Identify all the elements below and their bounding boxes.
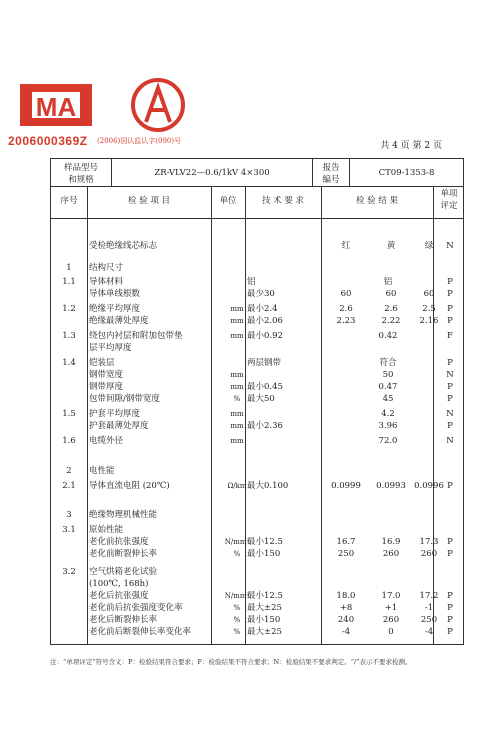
cell-sn: 1.2 bbox=[62, 304, 76, 314]
cell-spec: 两层钢带 bbox=[247, 358, 282, 368]
cell-unit: % bbox=[233, 604, 241, 612]
cell-ev: P bbox=[447, 358, 453, 368]
cell-item: 导体单线根数 bbox=[89, 289, 141, 299]
cell-v3: -4 bbox=[424, 627, 434, 637]
cell-v2: 17.0 bbox=[381, 591, 401, 601]
cell-item: 老化前抗张强度 bbox=[89, 537, 149, 547]
cell-spec: 最大0.100 bbox=[247, 481, 289, 491]
cell-spec: 最小12.5 bbox=[247, 537, 283, 547]
cell-sn: 2.1 bbox=[62, 481, 76, 491]
cell-sn: 1.5 bbox=[62, 409, 76, 419]
cell-unit: mm bbox=[230, 371, 244, 379]
cell-unit: N/mm² bbox=[224, 592, 250, 600]
cell-v1: -4 bbox=[341, 627, 351, 637]
cell-v3: 60 bbox=[423, 289, 435, 299]
cell-sn: 1.4 bbox=[62, 358, 76, 368]
cell-spec: 最大50 bbox=[247, 394, 275, 404]
cell-item: 电缆外径 bbox=[89, 436, 124, 446]
cell-vm: 45 bbox=[382, 394, 394, 404]
col-item: 检 验 项 目 bbox=[127, 196, 171, 206]
page-indicator: 共 4 页 第 2 页 bbox=[380, 141, 442, 151]
table-row bbox=[51, 303, 463, 315]
cell-v1: 60 bbox=[340, 289, 352, 299]
cell-unit: % bbox=[233, 550, 241, 558]
cell-unit: mm bbox=[230, 437, 244, 445]
cell-item: 老化前后断裂伸长率变化率 bbox=[89, 627, 192, 637]
cell-spec: 最小12.5 bbox=[247, 591, 283, 601]
cell-v3: 0.0996 bbox=[414, 481, 444, 491]
table-row bbox=[51, 393, 463, 405]
table-row bbox=[51, 240, 463, 252]
col-eval: 单项 评定 bbox=[440, 189, 458, 211]
cell-vm: 铝 bbox=[383, 277, 393, 287]
cell-vm: 72.0 bbox=[378, 436, 398, 446]
table-row bbox=[51, 614, 463, 626]
cell-vm: 0.47 bbox=[378, 382, 398, 392]
cell-spec: 最小2.06 bbox=[247, 316, 283, 326]
table-row bbox=[51, 465, 463, 477]
cell-item: 老化后断裂伸长率 bbox=[89, 615, 158, 625]
cell-v2: 0 bbox=[388, 627, 394, 637]
cell-spec: 最少30 bbox=[247, 289, 275, 299]
cell-v1: 2.23 bbox=[336, 316, 356, 326]
cell-v2: 260 bbox=[382, 615, 400, 625]
cell-item: 绝缘平均厚度 bbox=[89, 304, 141, 314]
cell-vm: 符合 bbox=[379, 358, 397, 368]
report-label: 报告 编号 bbox=[313, 159, 350, 187]
cell-ev: P bbox=[447, 394, 453, 404]
cell-sn: 1.1 bbox=[62, 277, 76, 287]
cell-v3: 250 bbox=[420, 615, 438, 625]
cell-item: 护套平均厚度 bbox=[89, 409, 141, 419]
cell-ev: P bbox=[447, 549, 453, 559]
cell-item: 铠装层 bbox=[89, 358, 115, 368]
table-row bbox=[51, 408, 463, 420]
col-unit: 单位 bbox=[219, 196, 237, 206]
cell-item: 受检绝缘线芯标志 bbox=[89, 241, 158, 251]
cell-v2: 260 bbox=[382, 549, 400, 559]
cell-v2: 2.6 bbox=[384, 304, 398, 314]
table-row bbox=[51, 262, 463, 274]
table-row bbox=[51, 524, 463, 536]
col-result: 检 验 结 果 bbox=[355, 196, 399, 206]
cell-item: (100℃, 168h) bbox=[89, 579, 149, 589]
cell-vm: 0.42 bbox=[378, 331, 398, 341]
model-label: 样品型号 和规格 bbox=[51, 159, 112, 187]
cell-item: 绝缘物理机械性能 bbox=[89, 510, 158, 520]
table-row bbox=[51, 435, 463, 447]
table-row bbox=[51, 330, 463, 342]
cell-unit: mm bbox=[230, 422, 244, 430]
cell-v1: 250 bbox=[337, 549, 355, 559]
report-number: CT09-1353-8 bbox=[350, 159, 464, 187]
cert-number: 2006000369Z bbox=[8, 134, 88, 148]
cell-ev: F bbox=[447, 331, 453, 341]
table-row bbox=[51, 357, 463, 369]
cell-unit: Ω/km bbox=[227, 482, 247, 490]
cell-ev: P bbox=[447, 289, 453, 299]
cell-v1: 240 bbox=[337, 615, 355, 625]
cell-item: 层平均厚度 bbox=[89, 343, 132, 353]
cell-v2: 16.9 bbox=[381, 537, 401, 547]
cell-ev: P bbox=[447, 316, 453, 326]
cell-spec: 最小150 bbox=[247, 615, 281, 625]
cell-unit: mm bbox=[230, 383, 244, 391]
cell-item: 钢带宽度 bbox=[89, 370, 124, 380]
cell-ev: P bbox=[447, 277, 453, 287]
cell-item: 老化后抗张强度 bbox=[89, 591, 149, 601]
table-row bbox=[51, 381, 463, 393]
cell-item: 原始性能 bbox=[89, 525, 124, 535]
table-row bbox=[51, 578, 463, 590]
table-row bbox=[51, 566, 463, 578]
cell-spec: 最小150 bbox=[247, 549, 281, 559]
cell-ev: P bbox=[447, 304, 453, 314]
footnote: 注：“单项评定”符号含义：P：检验结果符合要求；F：检验结果不符合要求；N：检验结果不要求判定。“/”表示不要求检测。 bbox=[50, 658, 412, 666]
cell-unit: % bbox=[233, 616, 241, 624]
cell-item: 老化前后抗张强度变化率 bbox=[89, 603, 183, 613]
cell-v3: 17.2 bbox=[419, 591, 439, 601]
cell-unit: % bbox=[233, 395, 241, 403]
cell-v3: 260 bbox=[420, 549, 438, 559]
cell-spec: 最小0.45 bbox=[247, 382, 283, 392]
cell-item: 导体材料 bbox=[89, 277, 124, 287]
table-row bbox=[51, 315, 463, 327]
table-row bbox=[51, 480, 463, 492]
cell-spec: 最大±25 bbox=[247, 627, 282, 637]
cal-logo bbox=[133, 80, 183, 130]
cell-ev: P bbox=[447, 627, 453, 637]
cell-spec: 最小0.92 bbox=[247, 331, 283, 341]
cell-ev: P bbox=[447, 382, 453, 392]
cell-unit: N/mm² bbox=[224, 538, 250, 546]
cell-sn: 1 bbox=[66, 263, 72, 273]
cell-v1: 18.0 bbox=[336, 591, 356, 601]
table-row bbox=[51, 590, 463, 602]
cell-ev: P bbox=[447, 603, 453, 613]
cell-vm: 50 bbox=[382, 370, 394, 380]
sample-header-table bbox=[50, 158, 464, 187]
cell-v2: 0.0993 bbox=[376, 481, 406, 491]
cell-ev: P bbox=[447, 615, 453, 625]
table-row bbox=[51, 548, 463, 560]
cell-v1: 16.7 bbox=[336, 537, 356, 547]
cell-sn: 3.2 bbox=[62, 567, 76, 577]
table-row bbox=[51, 369, 463, 381]
table-row bbox=[51, 276, 463, 288]
col-seq: 序号 bbox=[60, 196, 78, 206]
cell-item: 导体直流电阻 (20℃) bbox=[89, 481, 170, 491]
cell-v1: 红 bbox=[341, 241, 351, 251]
cell-sn: 3 bbox=[66, 510, 72, 520]
cell-item: 钢带厚度 bbox=[89, 382, 124, 392]
cell-spec: 铝 bbox=[247, 277, 256, 287]
table-row bbox=[51, 509, 463, 521]
cell-ev: P bbox=[447, 481, 453, 491]
cell-item: 包带间隙/钢带宽度 bbox=[89, 394, 160, 404]
table-row bbox=[51, 536, 463, 548]
cell-ev: N bbox=[446, 409, 454, 419]
cell-v1: 0.0999 bbox=[331, 481, 361, 491]
cell-v2: 黄 bbox=[386, 241, 396, 251]
cell-item: 绝缘最薄处厚度 bbox=[89, 316, 149, 326]
cell-unit: mm bbox=[230, 305, 244, 313]
cell-spec: 最大±25 bbox=[247, 603, 282, 613]
cell-spec: 最小2.36 bbox=[247, 421, 283, 431]
cell-sn: 3.1 bbox=[62, 525, 76, 535]
cell-ev: P bbox=[447, 591, 453, 601]
cell-item: 绕包内衬层和附加包带垫 bbox=[89, 331, 183, 341]
cell-ev: N bbox=[446, 436, 454, 446]
cell-spec: 最小2.4 bbox=[247, 304, 278, 314]
cell-v3: 17.3 bbox=[419, 537, 439, 547]
cell-sn: 2 bbox=[66, 466, 72, 476]
table-row bbox=[51, 288, 463, 300]
cma-cal-stamps bbox=[10, 78, 200, 134]
cell-sn: 1.6 bbox=[62, 436, 76, 446]
model-value: ZR-VLV22—0.6/1kV 4×300 bbox=[112, 159, 313, 187]
table-row bbox=[51, 626, 463, 638]
cell-vm: 3.96 bbox=[378, 421, 398, 431]
cell-item: 护套最薄处厚度 bbox=[89, 421, 149, 431]
cell-unit: mm bbox=[230, 410, 244, 418]
col-spec: 技 术 要 求 bbox=[261, 196, 305, 206]
cell-item: 电性能 bbox=[89, 466, 115, 476]
cell-ev: P bbox=[447, 421, 453, 431]
cell-item: 空气烘箱老化试验 bbox=[89, 567, 158, 577]
cell-ev: P bbox=[447, 537, 453, 547]
cert-note: (2006)国认监认字(090)号 bbox=[97, 137, 182, 145]
svg-text:MA: MA bbox=[35, 92, 77, 122]
cell-vm: 4.2 bbox=[381, 409, 395, 419]
table-row bbox=[51, 602, 463, 614]
cell-v1: +8 bbox=[339, 603, 353, 613]
cell-unit: % bbox=[233, 628, 241, 636]
cell-v3: 2.16 bbox=[419, 316, 439, 326]
cell-unit: mm bbox=[230, 332, 244, 340]
cell-sn: 1.3 bbox=[62, 331, 76, 341]
cell-item: 老化前断裂伸长率 bbox=[89, 549, 158, 559]
results-table bbox=[50, 186, 464, 645]
cell-ev: N bbox=[446, 241, 454, 251]
cell-v2: 60 bbox=[385, 289, 397, 299]
cell-v2: 2.22 bbox=[381, 316, 401, 326]
cell-ev: N bbox=[446, 370, 454, 380]
cell-v3: 绿 bbox=[424, 241, 434, 251]
table-row bbox=[51, 420, 463, 432]
cma-logo bbox=[20, 84, 92, 126]
table-row bbox=[51, 342, 463, 354]
cell-v3: -1 bbox=[424, 603, 434, 613]
cell-unit: mm bbox=[230, 317, 244, 325]
cell-v3: 2.5 bbox=[422, 304, 436, 314]
cell-v1: 2.6 bbox=[339, 304, 353, 314]
cell-v2: +1 bbox=[384, 603, 398, 613]
cell-item: 结构尺寸 bbox=[89, 263, 124, 273]
